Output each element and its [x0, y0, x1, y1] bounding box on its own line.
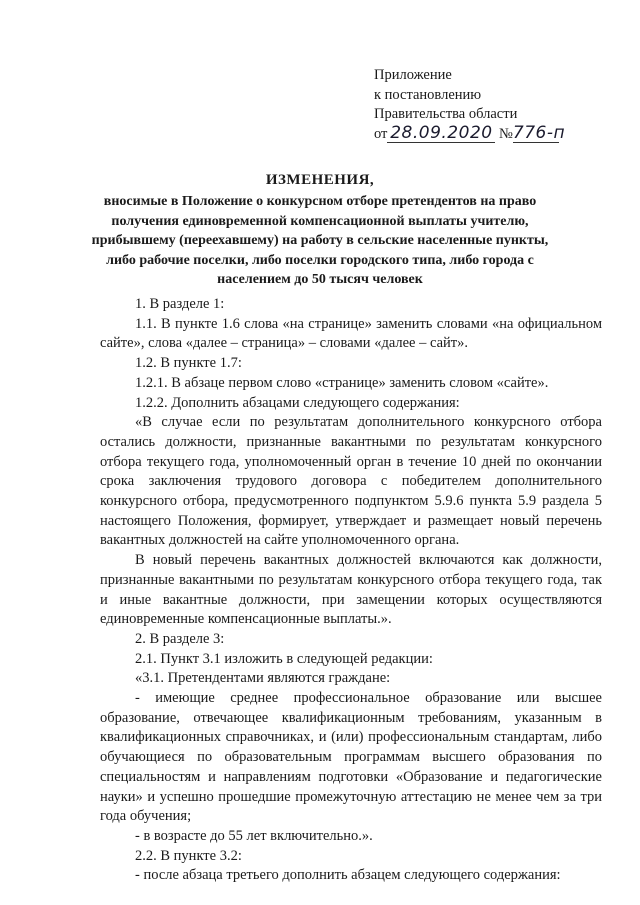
appendix-header	[374, 66, 566, 144]
paragraph: 2.1. Пункт 3.1 изложить в следующей редакции:	[135, 650, 433, 667]
paragraph: 2. В разделе 3:	[135, 630, 225, 647]
number-sign: №	[499, 125, 513, 142]
paragraph: «В случае если по результатам дополнительного конкурсного отбора остались должности, признанные вакантными по результатам конкурсного отбора текущего года, уполномоченный орган в течение 10 дней по окончании срока заключения трудового договора с победителем дополнительного конкурсного отбора, предусмотренного подпунктом 5.9.6 пункта 5.9 раздела 5 настоящего Положения, формирует, утверждает и размещает новый перечень вакантных должностей на сайте уполномоченного органа.	[100, 414, 602, 549]
handwritten-date: 28.09.2020	[390, 122, 493, 143]
appendix-line-2: к постановлению	[374, 86, 482, 103]
document-title: ИЗМЕНЕНИЯ,	[265, 172, 375, 188]
paragraph: 1.2. В пункте 1.7:	[135, 355, 242, 372]
paragraph: 2.2. В пункте 3.2:	[135, 847, 242, 864]
paragraph: В новый перечень вакантных должностей включаются как должности, признанные вакантными по результатам конкурсного отбора текущего года, так и иные вакантные должности, при замещении которых осуществляются единовременные компенсационные выплаты.».	[100, 552, 602, 628]
paragraph: - в возрасте до 55 лет включительно.».	[135, 827, 373, 844]
paragraph: - имеющие среднее профессиональное образование или высшее образование, отвечающее квалификационным требованиям, указанным в квалификационных справочниках, и (или) профессиональным стандартам, либо обучающиеся по образовательным программам высшего образования по специальностям и направлениям подготовки «Образование и педагогические науки» и успешно прошедшие промежуточную аттестацию не менее чем за три года обучения;	[100, 690, 602, 825]
appendix-line-3: Правительства области	[374, 106, 518, 122]
document-subtitle: вносимые в Положение о конкурсном отборе претендентов на право получения единовременной компенсационной выплаты учителю, прибывшему (переехавшему) на работу в сельские населенные пункты, либо рабочие поселки, либо поселки городского типа, либо города с населением до 50 тысяч человек	[91, 194, 549, 287]
appendix-date-number-line	[374, 122, 566, 145]
paragraph: - после абзаца третьего дополнить абзацем следующего содержания:	[135, 867, 561, 884]
appendix-line-1: Приложение	[374, 67, 452, 83]
paragraph: 1.2.1. В абзаце первом слово «странице» заменить словом «сайте».	[135, 374, 549, 391]
paragraph: 1.1. В пункте 1.6 слова «на странице» заменить словами «на официальном сайте», слова «далее – страница» – словами «далее – сайт».	[100, 315, 602, 352]
paragraph: 1.2.2. Дополнить абзацами следующего содержания:	[135, 394, 460, 411]
paragraph: «3.1. Претендентами являются граждане:	[135, 670, 391, 687]
handwritten-number: 776-п	[512, 122, 566, 143]
document-body	[100, 295, 602, 886]
from-prefix: от	[374, 125, 388, 142]
paragraph: 1. В разделе 1:	[135, 296, 225, 312]
